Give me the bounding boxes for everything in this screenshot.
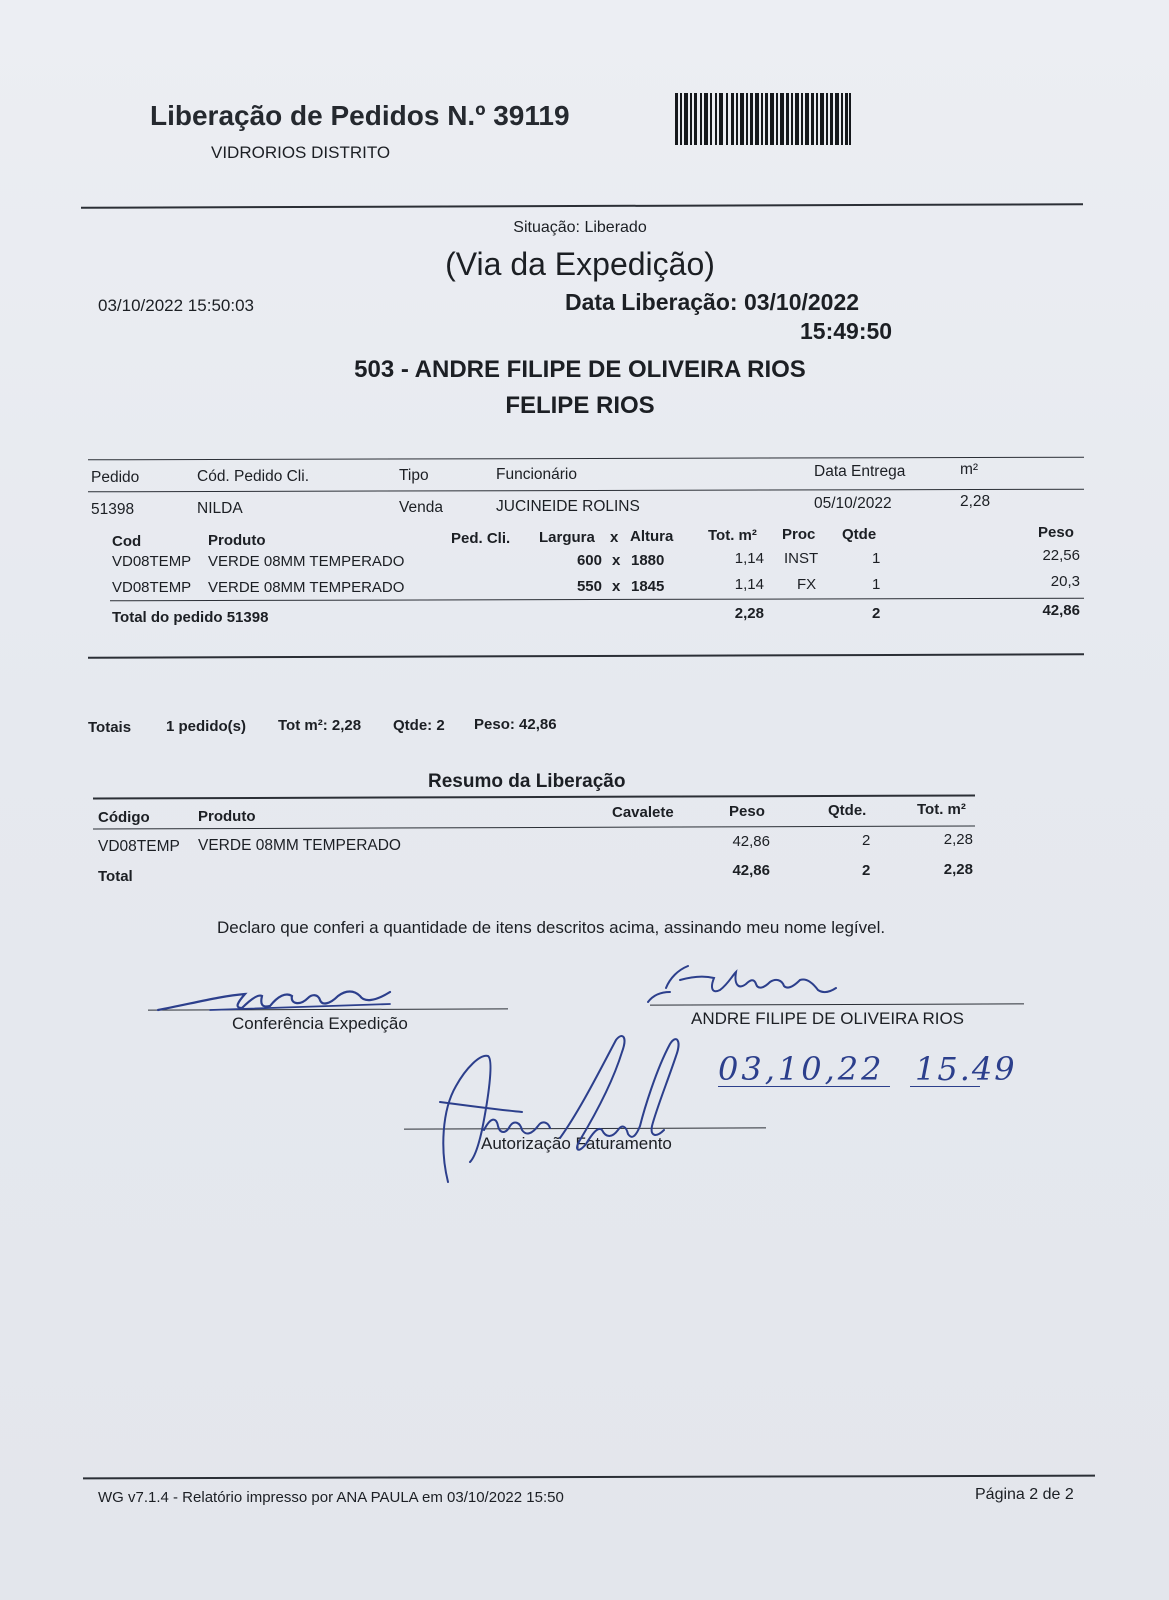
signature-caption-conferencia: Conferência Expedição <box>232 1014 408 1033</box>
item-cod: VD08TEMP <box>112 553 192 570</box>
summary-total-tot-m2: 2,28 <box>943 861 973 878</box>
item-header-qtde: Qtde <box>842 526 877 543</box>
table-bottom-rule <box>88 653 1084 658</box>
signature-conferencia <box>150 980 400 1020</box>
table-header-rule <box>88 489 1084 493</box>
item-cod: VD08TEMP <box>112 579 192 596</box>
item-tot-m2: 1,14 <box>734 576 764 593</box>
item-tot-m2: 1,14 <box>734 550 764 567</box>
document-title: Liberação de Pedidos N.º 39119 <box>150 100 570 131</box>
item-largura: 550 <box>576 578 602 595</box>
item-altura: 1845 <box>631 578 665 595</box>
release-time: 15:49:50 <box>800 318 893 344</box>
summary-header-rule <box>93 825 975 829</box>
summary-top-rule <box>93 794 975 799</box>
copy-type: (Via da Expedição) <box>445 246 715 282</box>
totals-label: Totais <box>88 719 132 736</box>
totals-pedidos: 1 pedido(s) <box>166 718 247 735</box>
item-x: x <box>612 578 621 595</box>
item-produto: VERDE 08MM TEMPERADO <box>208 579 405 596</box>
handwritten-date: 03,10,22 <box>718 1050 885 1088</box>
order-total-label: Total do pedido 51398 <box>112 609 269 626</box>
summary-header-produto: Produto <box>198 808 256 825</box>
company-name: VIDRORIOS DISTRITO <box>211 143 391 162</box>
item-header-cod: Cod <box>112 533 142 550</box>
barcode-icon <box>675 93 851 145</box>
release-date: Data Liberação: 03/10/2022 <box>565 289 860 315</box>
col-header-tipo: Tipo <box>399 467 429 484</box>
signature-cliente <box>640 958 840 1008</box>
item-header-tot-m2: Tot. m² <box>708 527 757 544</box>
client-nickname: FELIPE RIOS <box>505 392 655 419</box>
footer-rule <box>83 1475 1095 1480</box>
summary-header-codigo: Código <box>98 809 150 826</box>
signature-caption-autorizacao: Autorização Faturamento <box>481 1134 672 1153</box>
summary-tot-m2: 2,28 <box>943 831 973 848</box>
item-header-peso: Peso <box>1038 524 1074 541</box>
col-header-m2: m² <box>960 461 979 478</box>
signature-caption-cliente: ANDRE FILIPE DE OLIVEIRA RIOS <box>691 1009 965 1028</box>
col-header-cod-pedido-cli: Cód. Pedido Cli. <box>197 468 310 485</box>
footer-report-info: WG v7.1.4 - Relatório impresso por ANA PAULA em 03/10/2022 15:50 <box>98 1489 564 1506</box>
item-peso: 20,3 <box>1050 573 1080 590</box>
handwritten-date-underline <box>718 1086 890 1087</box>
summary-header-cavalete: Cavalete <box>612 804 674 821</box>
order-funcionario: JUCINEIDE ROLINS <box>496 498 640 515</box>
handwritten-time-underline <box>910 1086 980 1087</box>
item-header-largura: Largura <box>539 529 595 546</box>
totals-qtde: Qtde: 2 <box>393 717 445 734</box>
order-m2: 2,28 <box>960 493 991 510</box>
item-largura: 600 <box>576 552 602 569</box>
header-divider <box>81 203 1083 208</box>
order-tipo: Venda <box>399 499 443 516</box>
summary-total-peso: 42,86 <box>732 862 770 879</box>
item-peso: 22,56 <box>1042 547 1080 564</box>
status-label: Situação: Liberado <box>513 219 647 236</box>
summary-header-qtde: Qtde. <box>828 802 867 819</box>
order-total-m2: 2,28 <box>734 605 764 622</box>
item-header-x: x <box>610 529 619 546</box>
summary-header-tot-m2: Tot. m² <box>917 801 966 818</box>
col-header-funcionario: Funcionário <box>496 466 577 483</box>
summary-codigo: VD08TEMP <box>98 838 180 855</box>
summary-peso: 42,86 <box>732 833 770 850</box>
totals-m2: Tot m²: 2,28 <box>278 717 362 734</box>
order-pedido: 51398 <box>91 501 135 518</box>
item-qtde: 1 <box>872 550 881 567</box>
item-header-produto: Produto <box>208 532 266 549</box>
item-header-altura: Altura <box>630 528 674 545</box>
page-number: Página 2 de 2 <box>975 1486 1074 1503</box>
summary-produto: VERDE 08MM TEMPERADO <box>198 837 401 854</box>
item-header-proc: Proc <box>782 526 816 543</box>
signature-autorizacao <box>430 1030 700 1190</box>
item-qtde: 1 <box>872 576 881 593</box>
client-name: 503 - ANDRE FILIPE DE OLIVEIRA RIOS <box>354 356 806 383</box>
item-proc: INST <box>784 550 819 567</box>
item-total-rule <box>110 598 1084 602</box>
summary-total-label: Total <box>98 868 133 885</box>
order-data-entrega: 05/10/2022 <box>814 495 892 512</box>
order-cod-pedido-cli: NILDA <box>197 500 243 517</box>
item-produto: VERDE 08MM TEMPERADO <box>208 553 405 570</box>
summary-title: Resumo da Liberação <box>428 771 626 792</box>
declaration-text: Declaro que conferi a quantidade de itens descritos acima, assinando meu nome legível. <box>217 918 886 937</box>
col-header-pedido: Pedido <box>91 469 140 486</box>
summary-header-peso: Peso <box>729 803 765 820</box>
summary-qtde: 2 <box>862 832 871 849</box>
item-altura: 1880 <box>631 552 665 569</box>
handwritten-time: 15.49 <box>915 1050 1017 1088</box>
summary-total-qtde: 2 <box>862 862 871 879</box>
totals-peso: Peso: 42,86 <box>474 716 557 733</box>
item-x: x <box>612 552 621 569</box>
order-total-qtde: 2 <box>872 605 881 622</box>
table-top-rule <box>88 457 1084 461</box>
print-datetime: 03/10/2022 15:50:03 <box>98 296 254 315</box>
item-header-ped-cli: Ped. Cli. <box>451 530 511 547</box>
order-total-peso: 42,86 <box>1042 602 1080 619</box>
col-header-data-entrega: Data Entrega <box>814 463 906 480</box>
item-proc: FX <box>797 576 817 593</box>
